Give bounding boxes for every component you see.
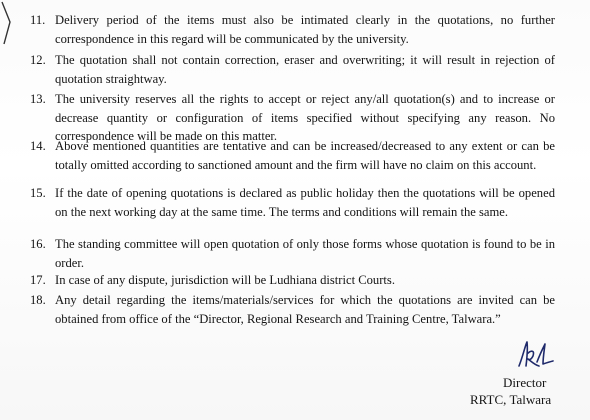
term-text: In case of any dispute, jurisdiction will be Ludhiana district Courts.	[55, 273, 395, 287]
term-number: 14.	[30, 139, 46, 153]
term-number: 15.	[30, 186, 46, 200]
term-text: If the date of opening quotations is declared as public holiday then the quotations will be opened on the next working day at the same time. The terms and conditions will remain the same.	[55, 186, 555, 219]
term-number: 12.	[30, 53, 46, 67]
term-number: 11.	[30, 13, 46, 27]
term-number: 18.	[30, 293, 46, 307]
page-edge-mark	[0, 0, 16, 60]
term-number: 13.	[30, 92, 46, 106]
signatory-title: Director	[503, 375, 547, 390]
term-text: Above mentioned quantities are tentative and can be increased/decreased to any extent or can be totally omitted according to sanctioned amount and the firm will have no claim on this account.	[55, 139, 555, 172]
term-number: 16.	[30, 237, 46, 251]
term-text: Any detail regarding the items/materials/services for which the quotations are invited can be obtained from office of the “Director, Regional Research and Training Centre, Talwara.”	[55, 293, 555, 326]
signatory-organization: RRTC, Talwara	[470, 392, 552, 407]
term-text: The quotation shall not contain correction, eraser and overwriting; it will result in rejection of quotation straightway.	[55, 53, 555, 86]
term-text: The standing committee will open quotation of only those forms whose quotation is found to be in order.	[55, 237, 555, 270]
term-text: The university reserves all the rights to accept or reject any/all quotation(s) and to increase or decrease quantity or configuration of items specified without specifying any reason. No correspondence will be made on this matter.	[55, 92, 555, 143]
term-text: Delivery period of the items must also be intimated clearly in the quotations, no further correspondence in this regard will be communicated by the university.	[55, 13, 555, 46]
term-number: 17.	[30, 273, 46, 287]
handwritten-signature	[515, 338, 555, 370]
